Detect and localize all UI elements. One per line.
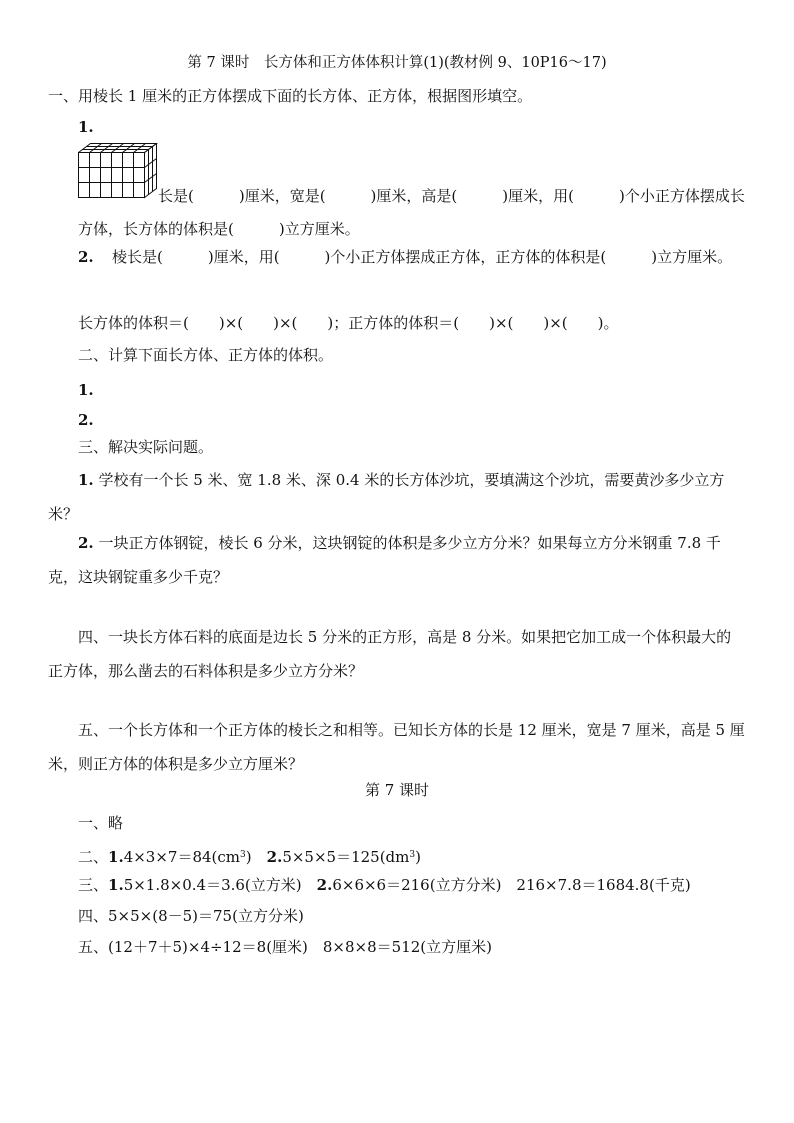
section-2-item-2: 2. <box>78 411 94 429</box>
answer-4: 四、5×5×(8－5)＝75(立方分米) <box>78 907 304 925</box>
answer-2: 二、$1.4\times 3\times 7=84(cm^3)$ $2.5\times 5\times 5=125(dm^3)$ <box>78 848 421 866</box>
volume-formula: 长方体的体积＝( )×( )×( )；正方体的体积＝( )×( )×( )。 <box>78 314 619 332</box>
section-4-text: 四、一块长方体石料的底面是边长 5 分米的正方形，高是 8 分米。如果把它加工成一个体积最大的正方体，那么凿去的石料体积是多少立方分米？ <box>48 628 732 680</box>
answer-3: 三、1.5×1.8×0.4＝3.6(立方米) 2.6×6×6＝216(立方分米) 216×7.8＝1684.8(千克) <box>78 876 691 894</box>
section-3-heading: 三、解决实际问题。 <box>78 438 214 456</box>
section-2-heading: 二、计算下面长方体、正方体的体积。 <box>78 346 334 364</box>
page-title: 第 7 课时 长方体和正方体体积计算(1)(教材例 9、10P16～17) <box>187 55 607 71</box>
section-5-text: 五、一个长方体和一个正方体的棱长之和相等。已知长方体的长是 12 厘米，宽是 7 厘米，高是 5 厘米，则正方体的体积是多少立方厘米？ <box>48 721 745 773</box>
section-3-question-1: 1. 学校有一个长 5 米、宽 1.8 米、深 0.4 米的长方体沙坑，要填满这个沙坑，需要黄沙多少立方米？ <box>48 471 725 523</box>
answer-1: 一、略 <box>78 814 124 832</box>
answers-title: 第 7 课时 <box>364 781 430 799</box>
section-1-heading: 一、用棱长 1 厘米的正方体摆成下面的长方体、正方体，根据图形填空。 <box>48 87 533 105</box>
q2-text: 棱长是( )厘米，用( )个小正方体摆成正方体，正方体的体积是( )立方厘米。 <box>112 248 733 266</box>
answer-5: 五、(12＋7＋5)×4÷12＝8(厘米) 8×8×8＝512(立方厘米) <box>78 938 492 956</box>
q2-number: 2. <box>78 248 94 266</box>
q1-text: 长是( )厘米，宽是( )厘米，高是( )厘米，用( )个小正方体摆成长方体，长方体的体积是( )立方厘米。 <box>78 187 745 238</box>
q1-number: 1. <box>78 118 94 136</box>
section-2-item-1: 1. <box>78 381 94 399</box>
section-3-question-2: 2. 一块正方体钢锭，棱长 6 分米，这块钢锭的体积是多少立方分米？如果每立方分米钢重 7.8 千克，这块钢锭重多少千克？ <box>48 534 721 586</box>
